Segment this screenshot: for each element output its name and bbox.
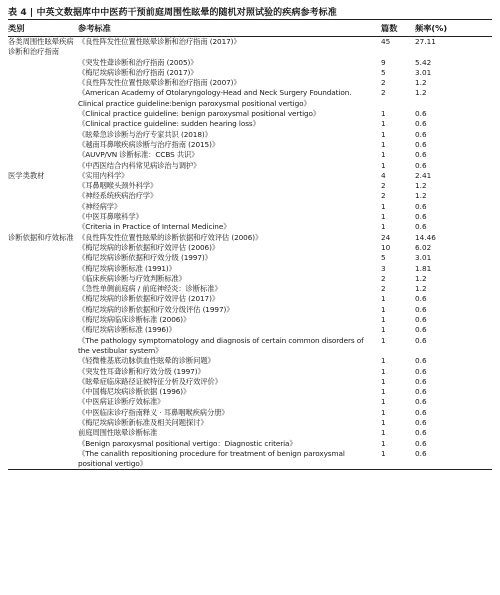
count-cell: 1 [381,150,386,160]
reference-cell: 《良性阵发性位置性眩晕的诊断依据和疗效评估 (2006)》 [78,232,263,242]
count-cell: 1 [381,448,386,458]
table-row [8,161,492,171]
table-row [8,68,492,78]
count-cell: 1 [381,417,386,427]
table-row [8,119,492,129]
category-cell [8,325,78,335]
count-cell: 3 [381,263,386,273]
table-row [8,243,492,253]
table-row [8,305,492,315]
category-cell [8,428,78,438]
reference-cell: 前庭周围性眩晕诊断标准 [78,428,158,438]
category-cell [8,274,78,284]
frequency-cell: 0.6 [415,387,427,397]
category-cell [8,356,78,366]
category-cell [8,253,78,263]
count-cell: 1 [381,212,386,222]
reference-cell: 《The pathology symptomatology and diagnosis of certain common disorders of the vestibular system》 [78,335,364,355]
frequency-cell: 0.6 [415,294,427,304]
reference-cell: 《良性阵发性位置性眩晕诊断和治疗指南 (2007)》 [78,78,241,88]
count-cell: 10 [381,242,391,252]
reference-cell: 《中医临床诊疗指南释义 · 耳鼻咽喉疾病分册》 [78,407,229,417]
table-row [8,130,492,140]
count-cell: 2 [381,284,386,294]
reference-cell: 《AUVP/VN 诊断标准：CCBS 共识》 [78,150,199,160]
frequency-cell: 0.6 [415,160,427,170]
frequency-cell: 27.11 [415,37,436,46]
table-row [8,150,492,160]
category-cell: 诊断依据和疗效标准 [8,232,74,242]
frequency-cell: 0.6 [415,129,427,139]
count-cell: 1 [381,119,386,129]
category-cell [8,130,78,140]
table-row [8,212,492,222]
reference-cell: 《突发性聋诊断和治疗指南 (2005)》 [78,57,198,67]
count-cell: 1 [381,160,386,170]
count-cell: 5 [381,67,386,77]
table-row [8,222,492,232]
reference-cell: 《梅尼埃病的诊断依据和疗效分级评估 (1997)》 [78,304,234,314]
header-category: 类别 [8,22,25,33]
count-cell: 1 [381,201,386,211]
frequency-cell: 1.2 [415,284,427,294]
category-cell [8,397,78,407]
category-cell [8,222,78,232]
table-header-row [8,20,492,36]
frequency-cell: 0.6 [415,201,427,211]
category-cell [8,140,78,150]
reference-cell: 《Benign paroxysmal positional vertigo：Diagnostic criteria》 [78,438,297,448]
reference-cell: 《耳鼻咽喉头颈外科学》 [78,181,158,191]
table-row [8,181,492,191]
count-cell: 4 [381,170,386,180]
reference-cell: 《梅尼埃病的诊断依据和疗效评估 (2017)》 [78,294,220,304]
frequency-cell: 1.2 [415,191,427,201]
count-cell: 1 [381,335,386,345]
table-row [8,140,492,150]
category-cell [8,305,78,315]
count-cell: 1 [381,304,386,314]
frequency-cell: 0.6 [415,428,427,438]
table-row [8,397,492,407]
count-cell: 1 [381,407,386,417]
reference-cell: 《梅尼埃病的诊断依据和疗效评估 (2006)》 [78,242,220,252]
category-cell [8,387,78,397]
frequency-cell: 3.01 [415,253,432,263]
frequency-cell: 0.6 [415,212,427,222]
reference-cell: 《梅尼埃病诊断和治疗指南 (2017)》 [78,67,198,77]
reference-cell: 《Clinical practice guideline: sudden hearing loss》 [78,119,260,129]
table-caption: 表 4 | 中英文数据库中中医药干预前庭周围性眩晕的随机对照试验的疾病参考标准 [8,8,337,18]
frequency-cell: 0.6 [415,438,427,448]
reference-cell: 《轻微椎基底动脉供血性眩晕的诊断问题》 [78,356,215,366]
frequency-cell: 2.41 [415,170,432,180]
category-cell [8,284,78,294]
reference-cell: 《Criteria in Practice of Internal Medicine》 [78,222,231,232]
frequency-cell: 1.2 [415,78,427,88]
count-cell: 1 [381,438,386,448]
reference-cell: 《中医耳鼻喉科学》 [78,212,143,222]
table-row [8,37,492,58]
category-cell [8,264,78,274]
frequency-cell: 0.6 [415,407,427,417]
reference-cell: 《中国梅尼埃病诊断依据 (1996)》 [78,387,191,397]
frequency-cell: 0.6 [415,397,427,407]
reference-cell: 《梅尼埃病临床诊断标准 (2006)》 [78,315,191,325]
count-cell: 2 [381,191,386,201]
frequency-cell: 5.42 [415,57,432,67]
reference-cell: 《梅尼埃病诊断标准 (1996)》 [78,325,176,335]
count-cell: 2 [381,273,386,283]
count-cell: 2 [381,88,386,98]
frequency-cell: 0.6 [415,222,427,232]
reference-cell: 《眩晕症临床路径证候特征分析及疗效评价》 [78,376,222,386]
category-cell [8,449,78,470]
reference-cell: 《American Academy of Otolaryngology-Head and Neck Surgery Foundation. Clinical practice guideline:benign paroxysmal positional vertigo》 [78,88,352,108]
frequency-cell: 14.46 [415,232,436,242]
count-cell: 1 [381,428,386,438]
category-cell: 各类周围性眩晕疾病诊断和治疗指南 [8,37,74,57]
category-cell [8,439,78,449]
table-row [8,336,492,357]
reference-cell: 《神经病学》 [78,201,122,211]
frequency-cell: 0.6 [415,417,427,427]
frequency-cell: 0.6 [415,304,427,314]
frequency-cell: 0.6 [415,109,427,119]
reference-cell: 《梅尼埃病诊断标准 (1991)》 [78,263,176,273]
count-cell: 1 [381,366,386,376]
frequency-cell: 3.01 [415,67,432,77]
count-cell: 2 [381,181,386,191]
table-body [8,37,492,469]
count-cell: 1 [381,294,386,304]
count-cell: 1 [381,129,386,139]
table-row [8,449,492,470]
category-cell [8,418,78,428]
bottom-rule [8,469,492,470]
table-row [8,202,492,212]
table-row [8,264,492,274]
category-cell [8,294,78,304]
header-reference: 参考标准 [78,22,111,33]
header-count: 篇数 [381,22,398,33]
frequency-cell: 0.6 [415,335,427,345]
category-cell [8,161,78,171]
table-row [8,88,492,109]
frequency-cell: 0.6 [415,315,427,325]
table-row [8,315,492,325]
reference-standards-table [8,19,492,470]
count-cell: 1 [381,315,386,325]
frequency-cell: 0.6 [415,376,427,386]
category-cell [8,119,78,129]
table-row [8,274,492,284]
count-cell: 1 [381,356,386,366]
category-cell [8,78,78,88]
frequency-cell: 0.6 [415,119,427,129]
count-cell: 1 [381,222,386,232]
category-cell [8,150,78,160]
category-cell [8,68,78,78]
table-row [8,233,492,243]
category-cell [8,243,78,253]
count-cell: 1 [381,376,386,386]
reference-cell: 《良性阵发性位置性眩晕诊断和治疗指南 (2017)》 [78,37,241,46]
count-cell: 1 [381,387,386,397]
reference-cell: 《神经系统疾病治疗学》 [78,191,158,201]
count-cell: 2 [381,78,386,88]
table-row [8,58,492,68]
reference-cell: 《梅尼埃病诊断新标准及相关问题探讨》 [78,417,208,427]
reference-cell: 《The canalith repositioning procedure for treatment of benign paroxysmal positional vertigo》 [78,448,345,469]
category-cell [8,336,78,357]
reference-cell: 《中西医结合内科常见病诊治与调护》 [78,160,201,170]
frequency-cell: 0.6 [415,356,427,366]
category-cell [8,367,78,377]
count-cell: 1 [381,109,386,119]
category-cell [8,408,78,418]
category-cell [8,202,78,212]
frequency-cell: 0.6 [415,150,427,160]
header-frequency: 频率(%) [415,22,448,33]
table-row [8,253,492,263]
reference-cell: 《越南耳鼻喉疾病诊断与治疗指南 (2015)》 [78,139,220,149]
frequency-cell: 1.81 [415,263,432,273]
reference-cell: 《梅尼埃病诊断依据和疗效分级 (1997)》 [78,253,212,263]
frequency-cell: 0.6 [415,325,427,335]
category-cell [8,377,78,387]
table-row [8,408,492,418]
table-row [8,78,492,88]
table-row [8,418,492,428]
count-cell: 1 [381,397,386,407]
table-row [8,428,492,438]
frequency-cell: 0.6 [415,366,427,376]
reference-cell: 《临床疾病诊断与疗效判断标准》 [78,273,186,283]
category-cell: 医学类教材 [8,170,45,180]
frequency-cell: 1.2 [415,273,427,283]
table-row [8,367,492,377]
frequency-cell: 1.2 [415,181,427,191]
count-cell: 24 [381,232,391,242]
frequency-cell: 0.6 [415,448,427,458]
table-row [8,171,492,181]
table-row [8,356,492,366]
reference-cell: 《急性单侧前庭病 / 前庭神经炎：诊断标准》 [78,284,222,294]
table-row [8,439,492,449]
count-cell: 5 [381,253,386,263]
category-cell [8,58,78,68]
category-cell [8,181,78,191]
reference-cell: 《Clinical practice guideline: benign paroxysmal positional vertigo》 [78,109,321,119]
category-cell [8,191,78,201]
table-row [8,109,492,119]
frequency-cell: 1.2 [415,88,427,98]
count-cell: 9 [381,57,386,67]
reference-cell: 《突发性耳聋诊断和疗效分级 (1997)》 [78,366,205,376]
category-cell [8,315,78,325]
table-row [8,191,492,201]
reference-cell: 《中医病证诊断疗效标准》 [78,397,165,407]
table-row [8,294,492,304]
count-cell: 1 [381,139,386,149]
count-cell: 45 [381,37,391,46]
table-row [8,387,492,397]
reference-cell: 《眩晕急诊诊断与治疗专家共识 (2018)》 [78,129,212,139]
category-cell [8,212,78,222]
category-cell [8,88,78,109]
reference-cell: 《实用内科学》 [78,170,129,180]
table-row [8,284,492,294]
table-row [8,377,492,387]
table-row [8,325,492,335]
frequency-cell: 6.02 [415,242,432,252]
category-cell [8,109,78,119]
count-cell: 1 [381,325,386,335]
frequency-cell: 0.6 [415,139,427,149]
